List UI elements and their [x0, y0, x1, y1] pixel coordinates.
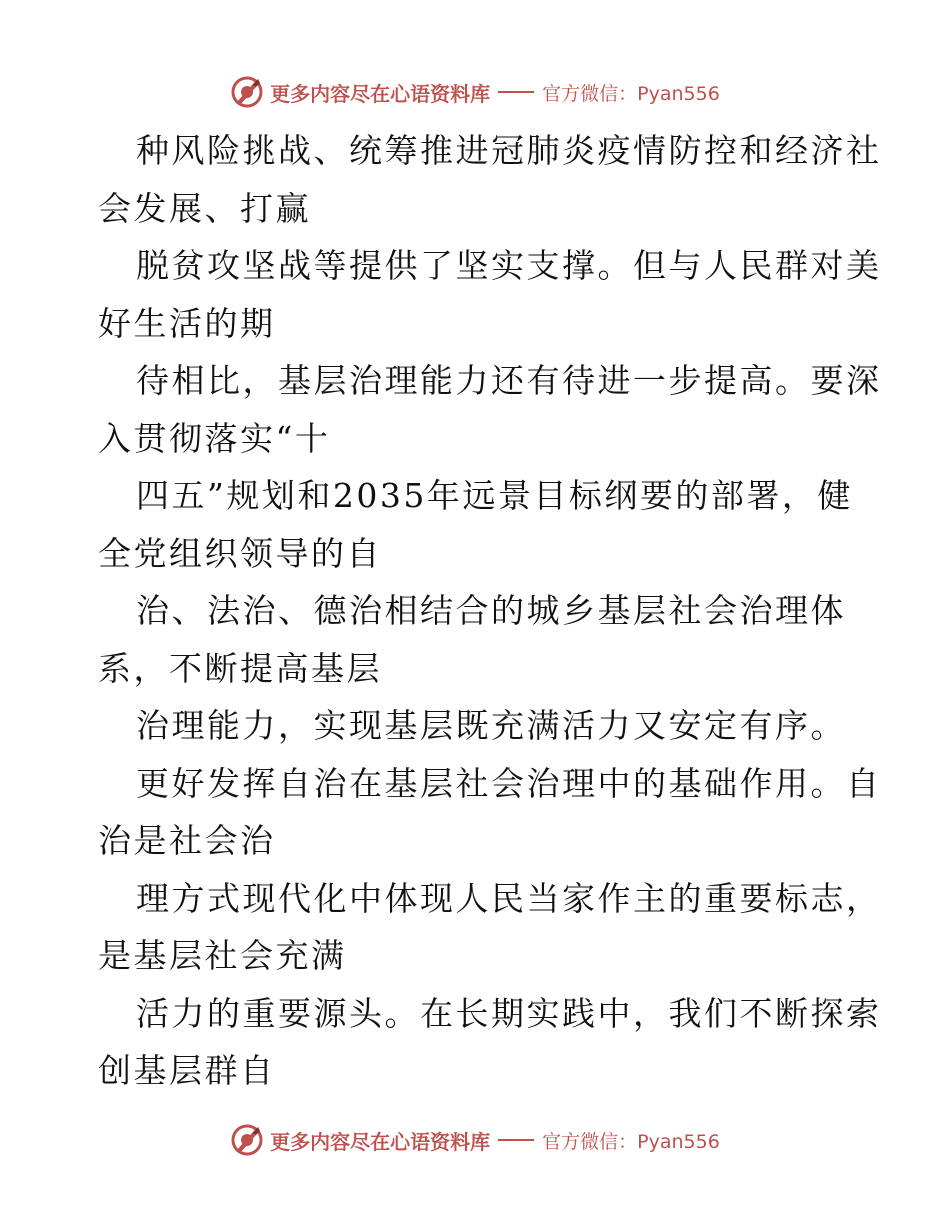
- text-line: 好生活的期: [98, 303, 276, 343]
- banner-separator: [498, 91, 534, 93]
- text-line: 系，不断提高基层: [98, 648, 382, 688]
- text-line: 会发展、打赢: [98, 188, 311, 228]
- text-line: 创基层群自: [98, 1051, 276, 1090]
- text-line: 活力的重要源头。在长期实践中，我们不断探索: [136, 993, 882, 1033]
- pen-circle-logo-icon: [230, 75, 264, 109]
- header-banner: [0, 72, 950, 112]
- text-line: 四五”规划和2035年远景目标纲要的部署，健: [136, 476, 853, 515]
- text-line: 种风险挑战、统筹推进冠肺炎疫情防控和经济社: [136, 131, 882, 170]
- banner-wechat-text: 官方微信：Pyan556: [542, 1130, 720, 1153]
- footer-banner: [0, 1120, 950, 1160]
- banner-main-text: 更多内容尽在心语资料库: [270, 1129, 491, 1154]
- banner-main-text: 更多内容尽在心语资料库: [270, 81, 491, 106]
- document-body: [98, 122, 882, 1100]
- banner-wechat-text: 官方微信：Pyan556: [542, 82, 720, 105]
- text-line: 治理能力，实现基层既充满活力又安定有序。: [136, 706, 846, 745]
- text-line: 全党组织领导的自: [98, 533, 382, 573]
- text-line: 是基层社会充满: [98, 936, 347, 975]
- text-line: 治、法治、德治相结合的城乡基层社会治理体: [136, 591, 846, 630]
- text-line: 脱贫攻坚战等提供了坚实支撑。但与人民群对美: [136, 246, 882, 285]
- text-line: 待相比，基层治理能力还有待进一步提高。要深: [136, 361, 882, 400]
- text-line: 更好发挥自治在基层社会治理中的基础作用。自: [136, 763, 882, 803]
- pen-circle-logo-icon: [230, 1123, 264, 1157]
- text-line: 治是社会治: [98, 821, 276, 860]
- text-line: 入贯彻落实“十: [98, 418, 331, 458]
- banner-separator: [498, 1139, 534, 1141]
- text-line: 理方式现代化中体现人民当家作主的重要标志，: [136, 878, 882, 918]
